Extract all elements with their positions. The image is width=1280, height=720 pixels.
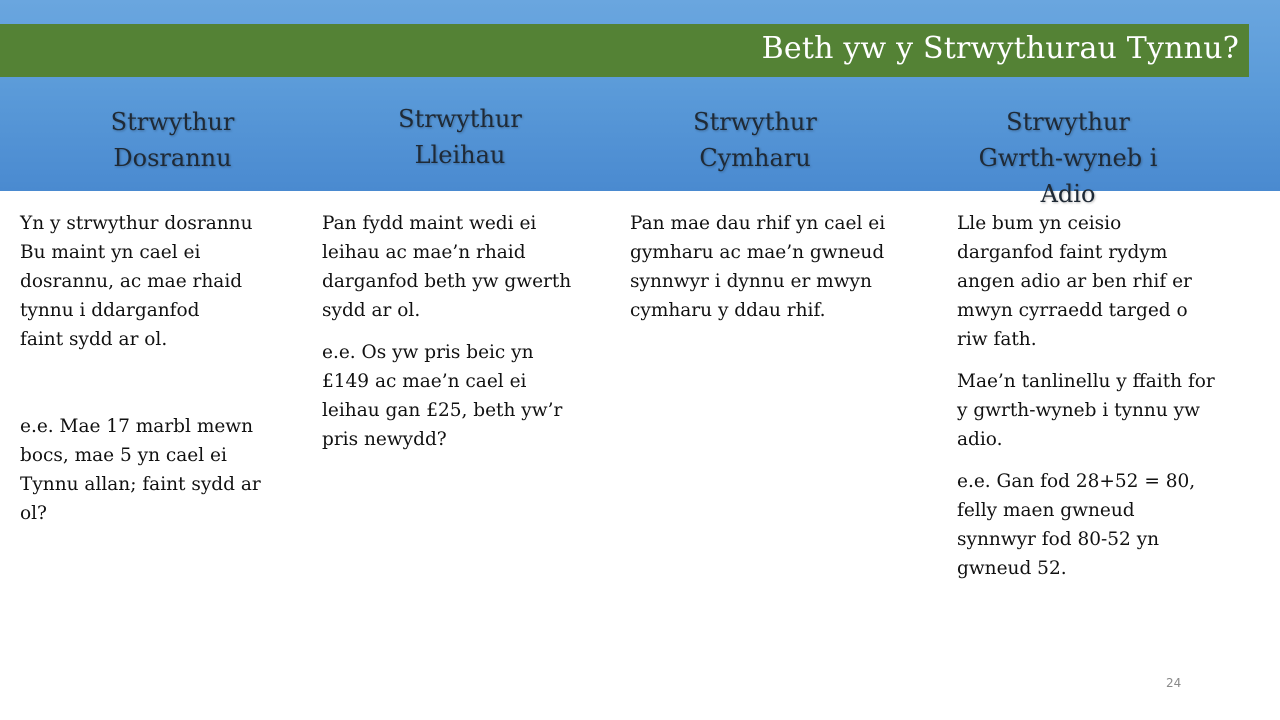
column-cymharu bbox=[630, 209, 945, 325]
column-lleihau bbox=[322, 209, 622, 454]
heading-text: Strwythur Gwrth-wyneb i Adio bbox=[978, 108, 1158, 208]
column-heading-dosrannu bbox=[60, 104, 285, 176]
column-heading-gwrth-wyneb bbox=[948, 104, 1188, 212]
column-example: e.e. Gan fod 28+52 = 80, felly maen gwneud synnwyr fod 80-52 yn gwneud 52. bbox=[957, 471, 1196, 579]
heading-text: Strwythur Lleihau bbox=[398, 105, 522, 169]
column-heading-cymharu bbox=[640, 104, 870, 176]
page-number: 24 bbox=[1166, 676, 1182, 690]
column-example: e.e. Os yw pris beic yn £149 ac mae’n cael ei leihau gan £25, beth yw’r pris newydd? bbox=[322, 342, 563, 450]
heading-text: Strwythur Cymharu bbox=[693, 108, 817, 172]
column-dosrannu bbox=[20, 209, 315, 528]
column-paragraph: Yn y strwythur dosrannu Bu maint yn cael ei dosrannu, ac mae rhaid tynnu i ddarganfod faint sydd ar ol. bbox=[20, 213, 253, 350]
column-heading-lleihau bbox=[345, 101, 575, 173]
slide-title: Beth yw y Strwythurau Tynnu? bbox=[761, 31, 1239, 66]
column-paragraph: Lle bum yn ceisio darganfod faint rydym angen adio ar ben rhif er mwyn cyrraedd targed o riw fath. bbox=[957, 213, 1192, 350]
heading-text: Strwythur Dosrannu bbox=[110, 108, 235, 172]
column-example: e.e. Mae 17 marbl mewn bocs, mae 5 yn cael ei Tynnu allan; faint sydd ar ol? bbox=[20, 416, 261, 524]
column-gwrth-wyneb bbox=[957, 209, 1262, 583]
column-paragraph: Pan fydd maint wedi ei leihau ac mae’n rhaid darganfod beth yw gwerth sydd ar ol. bbox=[322, 213, 572, 321]
title-bar bbox=[0, 24, 1249, 77]
column-paragraph: Mae’n tanlinellu y ffaith for y gwrth-wyneb i tynnu yw adio. bbox=[957, 371, 1215, 450]
column-paragraph: Pan mae dau rhif yn cael ei gymharu ac mae’n gwneud synnwyr i dynnu er mwyn cymharu y ddau rhif. bbox=[630, 213, 886, 321]
